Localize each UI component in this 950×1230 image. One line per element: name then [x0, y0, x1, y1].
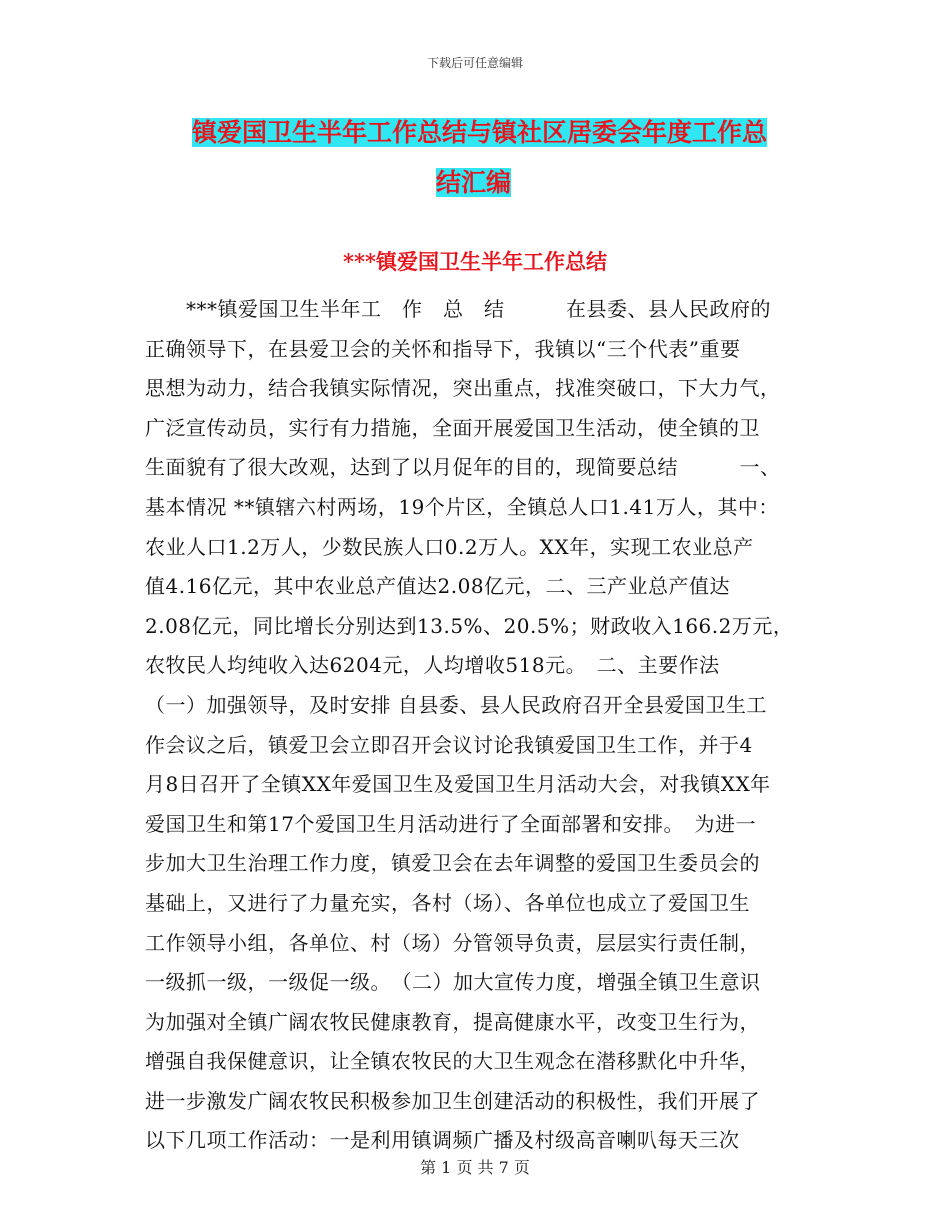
body-line: 为加强对全镇广阔农牧民健康教育，提高健康水平，改变卫生行为，	[145, 1009, 760, 1034]
body-line: 生面貌有了很大改观，达到了以月促年的目的，现简要总结 一、	[145, 455, 781, 480]
body-line: 正确领导下，在县爱卫会的关怀和指导下，我镇以“三个代表”重要	[145, 336, 741, 361]
body-line: 增强自我保健意识，让全镇农牧民的大卫生观念在潜移默化中升华，	[145, 1049, 760, 1074]
body-line: （一）加强领导，及时安排 自县委、县人民政府召开全县爱国卫生工	[145, 692, 767, 717]
body-line: 爱国卫生和第17个爱国卫生月活动进行了全面部署和安排。 为进一	[145, 811, 756, 836]
body-text	[145, 290, 815, 1161]
body-line: 基础上，又进行了力量充实，各村（场）、各单位也成立了爱国卫生	[145, 890, 750, 915]
body-line: 思想为动力，结合我镇实际情况，突出重点，找准突破口，下大力气，	[145, 376, 781, 401]
body-line: 值4.16亿元，其中农业总产值达2.08亿元，二、三产业总产值达	[145, 574, 731, 599]
body-line: 进一步激发广阔农牧民积极参加卫生创建活动的积极性，我们开展了	[145, 1088, 760, 1113]
title-line-2: 结汇编	[436, 168, 512, 197]
body-line: 作会议之后，镇爱卫会立即召开会议讨论我镇爱国卫生工作，并于4	[145, 732, 753, 757]
section-title: ***镇爱国卫生半年工作总结	[343, 249, 607, 274]
body-line: 农牧民人均纯收入达6204元，人均增收518元。 二、主要作法	[145, 653, 720, 678]
body-line: 步加大卫生治理工作力度，镇爱卫会在去年调整的爱国卫生委员会的	[145, 851, 760, 876]
body-line: 以下几项工作活动：一是利用镇调频广播及村级高音喇叭每天三次	[145, 1128, 740, 1153]
page-footer: 第 1 页 共 7 页	[420, 1158, 530, 1177]
body-line: 广泛宣传动员，实行有力措施，全面开展爱国卫生活动，使全镇的卫	[145, 415, 760, 440]
document-title	[192, 108, 812, 208]
body-line: 工作领导小组，各单位、村（场）分管领导负责，层层实行责任制，	[145, 930, 760, 955]
body-line: 2.08亿元，同比增长分别达到13.5%、20.5%；财政收入166.2万元，	[145, 613, 794, 638]
body-line: 月8日召开了全镇XX年爱国卫生及爱国卫生月活动大会，对我镇XX年	[145, 772, 771, 797]
body-line: 一级抓一级，一级促一级。 （二）加大宣传力度，增强全镇卫生意识	[145, 970, 761, 995]
body-line: 农业人口1.2万人，少数民族人口0.2万人。XX年，实现工农业总产	[145, 534, 754, 559]
body-line: 基本情况 **镇辖六村两场，19个片区，全镇总人口1.41万人，其中：	[145, 494, 779, 519]
header-note: 下载后可任意编辑	[426, 56, 523, 70]
body-line: ***镇爱国卫生半年工 作 总 结 在县委、县人民政府的	[145, 297, 771, 321]
title-line-1: 镇爱国卫生半年工作总结与镇社区居委会年度工作总	[192, 118, 768, 147]
